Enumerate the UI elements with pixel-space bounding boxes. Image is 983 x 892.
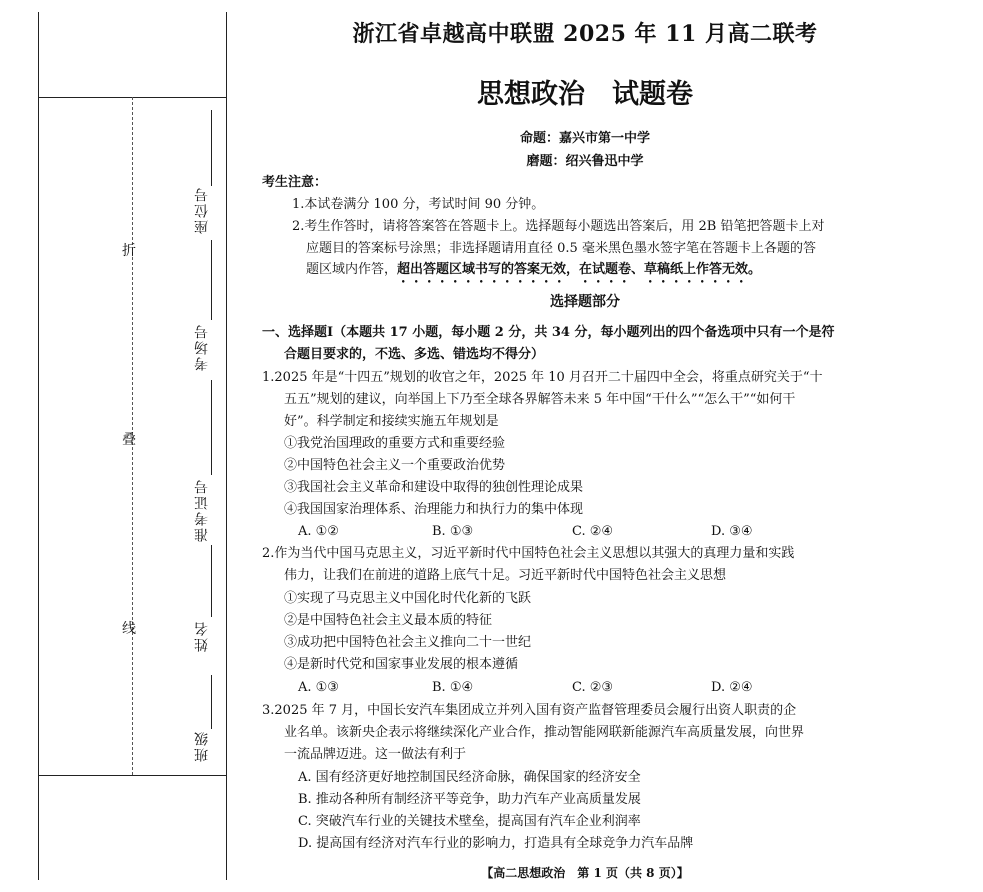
q3-choice-d[interactable]: D. 提高国有经济对汽车行业的影响力，打造具有全球竞争力汽车品牌 [298,836,694,851]
margin-bottom-rule [38,775,227,776]
q2-choice-c[interactable]: C. ②③ [572,680,614,695]
q1-choice-d[interactable]: D. ③④ [711,524,753,539]
q1-item-1: ①我党治国理政的重要方式和重要经验 [284,436,506,451]
part-instruction-line-2: 合题目要求的，不选、多选、错选均不得分） [284,347,545,362]
fold-char-3: 线 [122,621,136,637]
q1-item-2: ②中国特色社会主义一个重要政治优势 [284,458,506,473]
paper-subtitle: 思想政治 试题卷 [477,79,693,110]
q1-stem-line-2: 五五”规划的建议，向举国上下乃至全球各界解答未来 5 年中国“干什么”“怎么干”“如何干 [284,392,796,407]
q1-stem-line-3: 好”。科学制定和接续实施五年规划是 [284,414,499,429]
notice-item-1: 1.本试卷满分 100 分，考试时间 90 分钟。 [292,197,545,212]
class-label: 班级 [194,730,210,762]
q1-choice-c[interactable]: C. ②④ [572,524,614,539]
notice-emphasis-text: 超出答题区域书写的答案无效，在试题卷、草稿纸上作答无效。 [397,262,762,277]
q3-choice-a[interactable]: A. 国有经济更好地控制国民经济命脉，确保国家的经济安全 [298,770,641,785]
seat-number-blank[interactable] [211,110,212,186]
name-blank[interactable] [211,545,212,617]
admission-number-blank[interactable] [211,380,212,475]
q2-item-1: ①实现了马克思主义中国化时代化新的飞跃 [284,591,532,606]
q2-choice-a[interactable]: A. ①③ [298,680,339,695]
notice-plain-text: 题区域内作答， [306,262,398,277]
q1-stem-line-1: 1.2025 年是“十四五”规划的收官之年，2025 年 10 月召开二十届四中全会，将重点研究关于“十 [262,370,823,385]
q2-choice-b[interactable]: B. ①④ [432,680,474,695]
seat-number-label: 座位号 [194,186,210,234]
q2-item-2: ②是中国特色社会主义最本质的特征 [284,613,493,628]
exam-title: 浙江省卓越高中联盟 2025 年 11 月高二联考 [352,21,818,47]
q3-stem-line-1: 3.2025 年 7 月，中国长安汽车集团成立并列入国有资产监督管理委员会履行出资人职责的企 [262,703,797,718]
q1-choice-b[interactable]: B. ①③ [432,524,474,539]
q1-item-4: ④我国国家治理体系、治理能力和执行力的集中体现 [284,502,584,517]
notice-heading: 考生注意： [262,175,328,190]
name-label: 姓名 [194,620,210,652]
q3-stem-line-3: 一流品牌迈进。这一做法有利于 [284,747,467,762]
margin-outer-line [38,12,39,880]
notice-item-2-line-1: 2.考生作答时，请将答案答在答题卡上。选择题每小题选出答案后，用 2B 铅笔把答题卡上对 [292,219,825,234]
page-footer: 【高二思想政治 第 1 页（共 8 页）】 [481,866,689,880]
q1-choice-a[interactable]: A. ①② [298,524,339,539]
admission-number-label: 准考证号 [194,478,210,542]
exam-room-blank[interactable] [211,240,212,320]
exam-room-label: 考场号 [194,323,210,371]
q2-stem-line-2: 伟力，让我们在前进的道路上底气十足。习近平新时代中国特色社会主义思想 [284,568,727,583]
q2-stem-line-1: 2.作为当代中国马克思主义，习近平新时代中国特色社会主义思想以其强大的真理力量和实践 [262,546,795,561]
q2-item-3: ③成功把中国特色社会主义推向二十一世纪 [284,635,532,650]
q3-choice-c[interactable]: C. 突破汽车行业的关键技术壁垒，提高国有汽车企业利润率 [298,814,641,829]
part-instruction-line-1: 一、选择题Ⅰ（本题共 17 小题，每小题 2 分，共 34 分，每小题列出的四个备选项中只有一个是符 [262,325,835,340]
fold-char-1: 折 [122,243,136,259]
q3-choice-b[interactable]: B. 推动各种所有制经济平等竞争，助力汽车产业高质量发展 [298,792,641,807]
q2-choice-d[interactable]: D. ②④ [711,680,753,695]
class-blank[interactable] [211,675,212,729]
margin-inner-line [226,12,227,880]
q2-item-4: ④是新时代党和国家事业发展的根本遵循 [284,657,519,672]
q3-stem-line-2: 业名单。该新央企表示将继续深化产业合作，推动智能网联新能源汽车高质量发展，向世界 [284,725,805,740]
notice-item-2-line-2: 应题目的答案标号涂黑；非选择题请用直径 0.5 毫米黑色墨水签字笔在答题卡上各题的答 [306,241,816,256]
notice-item-2-line-3 [306,259,761,286]
fold-char-2: 叠 [122,432,136,448]
setter-line: 命题：嘉兴市第一中学 [519,131,650,146]
section-title: 选择题部分 [550,294,620,310]
q1-item-3: ③我国社会主义革命和建设中取得的独创性理论成果 [284,480,584,495]
reviewer-line: 磨题：绍兴鲁迅中学 [526,154,644,169]
